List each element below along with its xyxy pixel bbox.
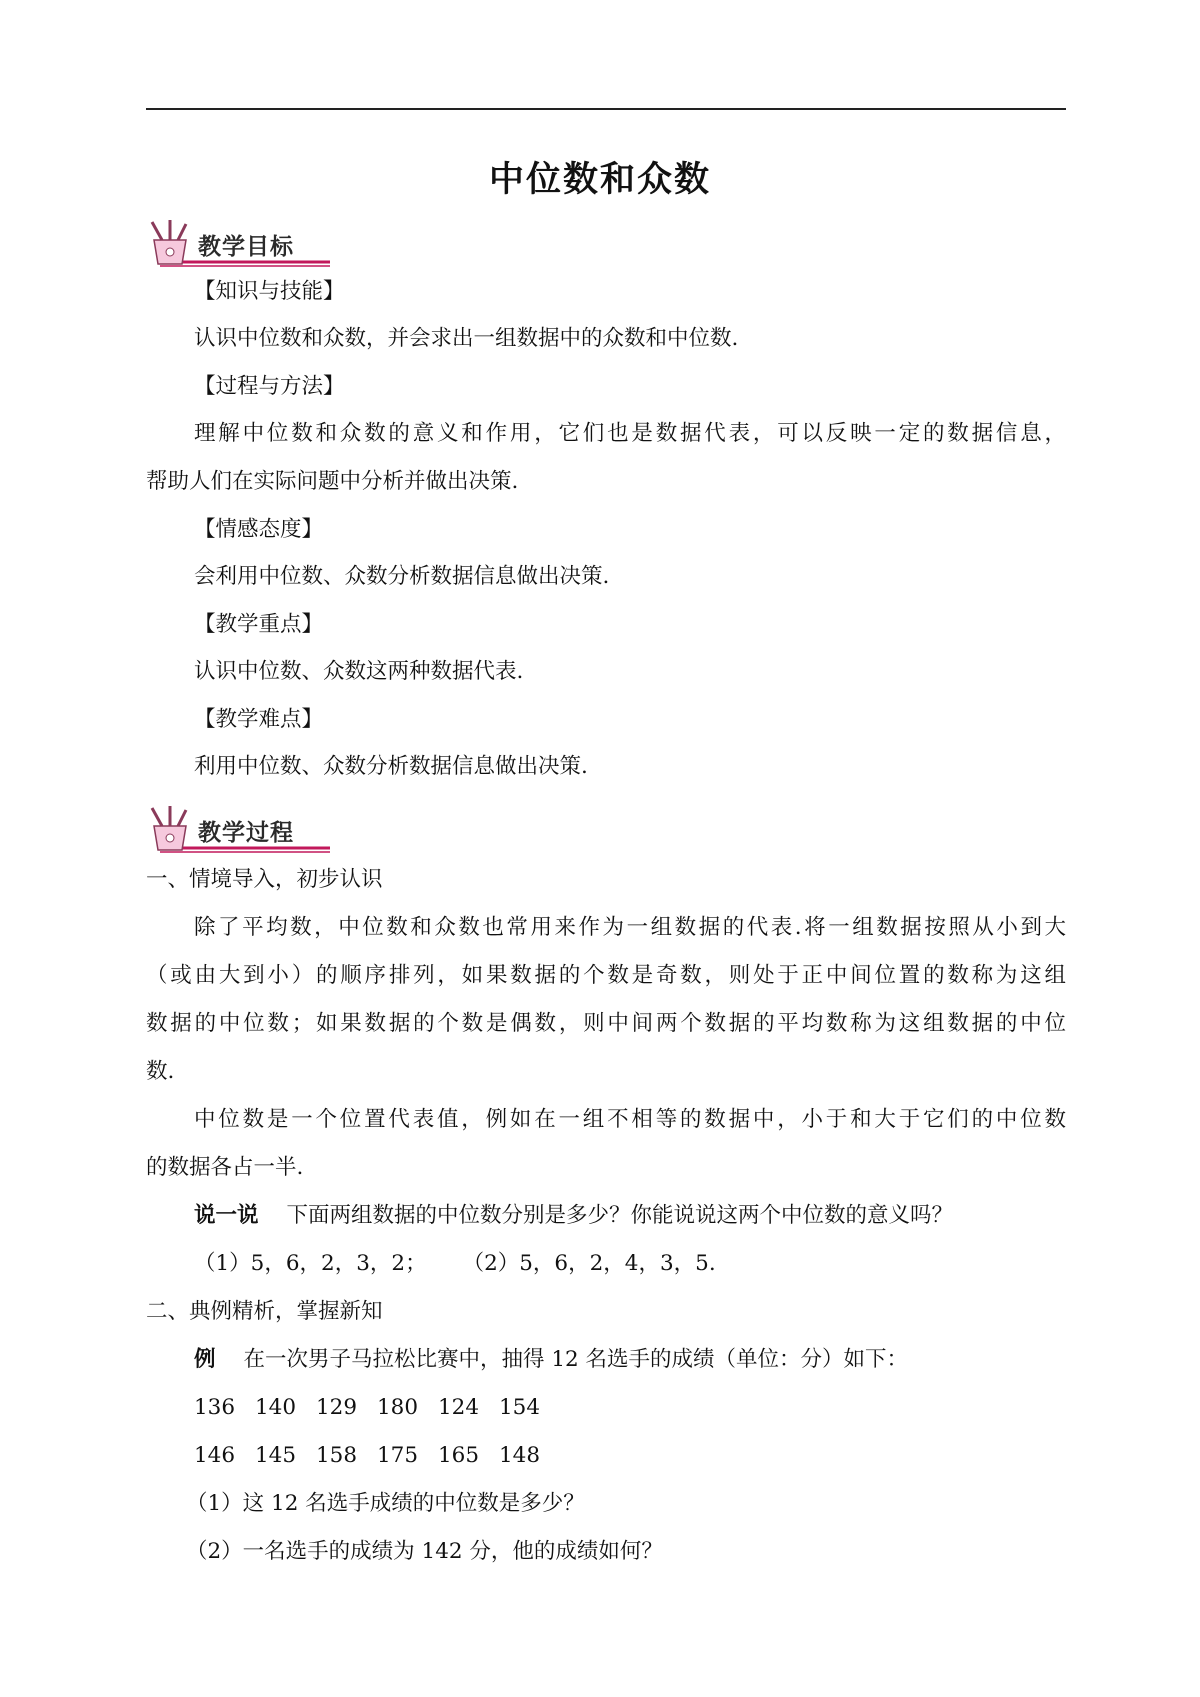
discussion-label: 说一说 [194,1203,259,1228]
score-cell: 148 [499,1443,541,1468]
goal-text-difficulty: 利用中位数、众数分析数据信息做出决策. [194,754,588,779]
goal-heading-key-point: 【教学重点】 [194,612,324,637]
score-cell: 180 [377,1395,419,1420]
score-row-1 [194,1393,1066,1423]
goal-heading-difficulty: 【教学难点】 [194,707,324,732]
paragraph-line: 中位数是一个位置代表值，例如在一组不相等的数据中，小于和大于它们的中位数 [194,1107,1066,1132]
example-label: 例 [194,1347,216,1372]
score-cell: 145 [255,1443,297,1468]
section-heading-2: 二、典例精析，掌握新知 [146,1299,383,1324]
score-cell: 129 [316,1395,358,1420]
score-cell: 140 [255,1395,297,1420]
discussion-text: 下面两组数据的中位数分别是多少？你能说说这两个中位数的意义吗？ [286,1203,954,1228]
score-cell: 154 [499,1395,541,1420]
score-cell: 136 [194,1395,236,1420]
page-title: 中位数和众数 [488,159,711,200]
goal-text-knowledge: 认识中位数和众数，并会求出一组数据中的众数和中位数. [194,326,739,351]
badge-label: 教学目标 [198,234,294,260]
score-cell: 158 [316,1443,358,1468]
discussion-prompt [194,1201,1066,1231]
paragraph-line: 的数据各占一半. [146,1155,304,1180]
goal-heading-knowledge: 【知识与技能】 [194,279,345,304]
goal-text-process-1: 理解中位数和众数的意义和作用，它们也是数据代表，可以反映一定的数据信息， [194,421,1066,446]
example-text: 在一次男子马拉松比赛中，抽得 12 名选手的成绩（单位：分）如下： [243,1347,909,1372]
example-prompt [194,1345,1066,1375]
header-rule [146,108,1066,110]
question-2: （2）一名选手的成绩为 142 分，他的成绩如何？ [186,1539,663,1564]
badge-label: 教学过程 [198,820,294,846]
question-1: （1）这 12 名选手成绩的中位数是多少？ [186,1491,585,1516]
paragraph-line: 数据的中位数；如果数据的个数是偶数，则中间两个数据的平均数称为这组数据的中位 [146,1011,1066,1036]
paragraph-line: 除了平均数，中位数和众数也常用来作为一组数据的代表.将一组数据按照从小到大 [194,915,1066,940]
goal-heading-attitude: 【情感态度】 [194,517,324,542]
score-cell: 146 [194,1443,236,1468]
section-heading-1: 一、情境导入，初步认识 [146,867,383,892]
score-cell: 165 [438,1443,480,1468]
score-cell: 124 [438,1395,480,1420]
section-badge-goals [140,218,340,272]
data-group-2: （2）5，6，2，4，3，5. [462,1251,716,1276]
score-row-2 [194,1441,1066,1471]
goal-text-process-2: 帮助人们在实际问题中分析并做出决策. [146,469,519,494]
paragraph-line: 数. [146,1059,175,1084]
data-groups [194,1249,1066,1279]
data-group-1: （1）5，6，2，3，2； [194,1251,427,1276]
paragraph-line: （或由大到小）的顺序排列，如果数据的个数是奇数，则处于正中间位置的数称为这组 [146,963,1066,988]
score-cell: 175 [377,1443,419,1468]
goal-text-attitude: 会利用中位数、众数分析数据信息做出决策. [194,564,610,589]
section-badge-process [140,804,340,858]
goal-heading-process: 【过程与方法】 [194,374,345,399]
goal-text-key-point: 认识中位数、众数这两种数据代表. [194,659,524,684]
